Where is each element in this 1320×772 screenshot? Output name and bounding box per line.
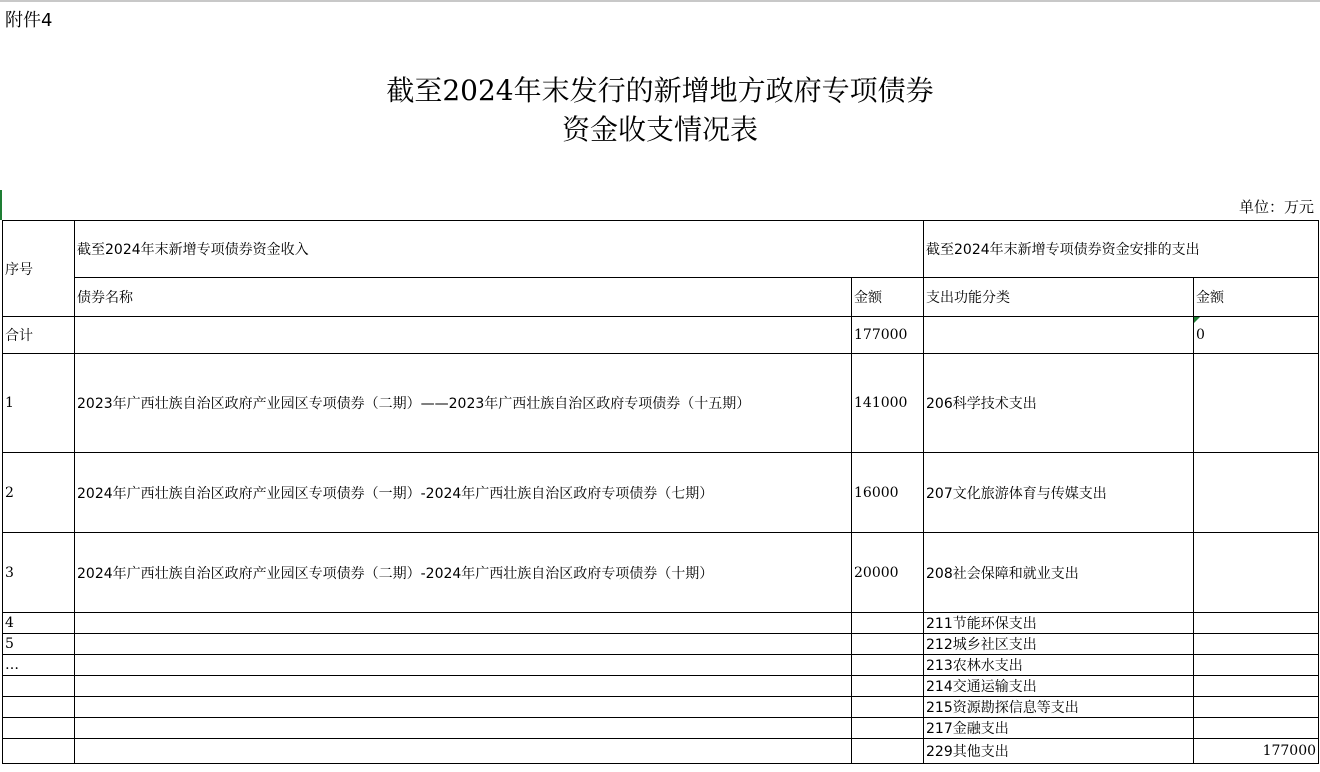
row-bond-name[interactable] — [75, 676, 852, 697]
row-bond-name[interactable] — [75, 718, 852, 739]
total-expense-category-cell[interactable] — [924, 317, 1194, 354]
row-expense-category[interactable]: 211节能环保支出 — [924, 613, 1194, 634]
row-seq[interactable]: 1 — [3, 354, 75, 453]
unit-label: 单位：万元 — [1238, 198, 1314, 216]
row-seq[interactable]: 4 — [3, 613, 75, 634]
row-seq[interactable] — [3, 718, 75, 739]
table-row — [3, 453, 1319, 533]
row-bond-name[interactable] — [75, 634, 852, 655]
row-seq[interactable]: 5 — [3, 634, 75, 655]
header-income-group[interactable]: 截至2024年末新增专项债券资金收入 — [75, 221, 924, 278]
header-expense-group[interactable]: 截至2024年末新增专项债券资金安排的支出 — [924, 221, 1319, 278]
row-expense-category[interactable]: 215资源勘探信息等支出 — [924, 697, 1194, 718]
page-title-line2: 资金收支情况表 — [561, 113, 758, 146]
row-expense-category[interactable]: 207文化旅游体育与传媒支出 — [924, 453, 1194, 533]
row-expense-category[interactable]: 213农林水支出 — [924, 655, 1194, 676]
row-expense-amount[interactable] — [1194, 676, 1319, 697]
total-bond-name-cell[interactable] — [75, 317, 852, 354]
row-income-amount[interactable] — [852, 613, 924, 634]
row-income-amount[interactable] — [852, 697, 924, 718]
row-expense-category[interactable]: 206科学技术支出 — [924, 354, 1194, 453]
row-expense-category[interactable]: 217金融支出 — [924, 718, 1194, 739]
total-label[interactable]: 合计 — [3, 317, 75, 354]
row-income-amount[interactable]: 16000 — [852, 453, 924, 533]
row-seq[interactable] — [3, 739, 75, 764]
row-income-amount[interactable] — [852, 655, 924, 676]
row-expense-amount[interactable] — [1194, 453, 1319, 533]
row-expense-category[interactable]: 229其他支出 — [924, 739, 1194, 764]
row-expense-amount[interactable] — [1194, 655, 1319, 676]
row-bond-name[interactable] — [75, 613, 852, 634]
row-bond-name[interactable]: 2024年广西壮族自治区政府产业园区专项债券（二期）-2024年广西壮族自治区政府专项债券（十期） — [75, 533, 852, 613]
row-income-amount[interactable] — [852, 634, 924, 655]
row-expense-amount[interactable]: 177000 — [1194, 739, 1319, 764]
table-row — [3, 697, 1319, 718]
total-expense-amount[interactable]: 0 — [1194, 317, 1319, 354]
active-cell-marker — [0, 190, 2, 220]
table-header-row-2 — [3, 278, 1319, 317]
row-bond-name[interactable] — [75, 655, 852, 676]
table-row — [3, 655, 1319, 676]
total-income-amount[interactable]: 177000 — [852, 317, 924, 354]
header-expense-category[interactable]: 支出功能分类 — [924, 278, 1194, 317]
attachment-label: 附件4 — [5, 10, 53, 31]
income-expense-table — [2, 220, 1319, 764]
row-seq[interactable]: 3 — [3, 533, 75, 613]
row-expense-amount[interactable] — [1194, 533, 1319, 613]
row-bond-name[interactable] — [75, 697, 852, 718]
table-header-row-1 — [3, 221, 1319, 278]
row-expense-amount[interactable] — [1194, 718, 1319, 739]
page-title-line1: 截至2024年末发行的新增地方政府专项债券 — [386, 74, 934, 107]
table-row — [3, 718, 1319, 739]
row-bond-name[interactable]: 2023年广西壮族自治区政府产业园区专项债券（二期）——2023年广西壮族自治区政府专项债券（十五期） — [75, 354, 852, 453]
row-expense-amount[interactable] — [1194, 354, 1319, 453]
header-bond-name[interactable]: 债券名称 — [75, 278, 852, 317]
row-seq[interactable]: … — [3, 655, 75, 676]
header-seq[interactable]: 序号 — [3, 221, 75, 317]
row-income-amount[interactable]: 141000 — [852, 354, 924, 453]
row-income-amount[interactable] — [852, 676, 924, 697]
row-seq[interactable]: 2 — [3, 453, 75, 533]
header-income-amount[interactable]: 金额 — [852, 278, 924, 317]
table-row — [3, 533, 1319, 613]
row-expense-category[interactable]: 212城乡社区支出 — [924, 634, 1194, 655]
sheet-top-border — [0, 0, 1320, 2]
table-row — [3, 739, 1319, 764]
table-row — [3, 676, 1319, 697]
total-row — [3, 317, 1319, 354]
table-row — [3, 354, 1319, 453]
row-seq[interactable] — [3, 676, 75, 697]
row-expense-category[interactable]: 214交通运输支出 — [924, 676, 1194, 697]
row-expense-amount[interactable] — [1194, 613, 1319, 634]
row-seq[interactable] — [3, 697, 75, 718]
row-expense-amount[interactable] — [1194, 634, 1319, 655]
row-bond-name[interactable]: 2024年广西壮族自治区政府产业园区专项债券（一期）-2024年广西壮族自治区政府专项债券（七期） — [75, 453, 852, 533]
row-expense-category[interactable]: 208社会保障和就业支出 — [924, 533, 1194, 613]
table-row — [3, 634, 1319, 655]
row-income-amount[interactable]: 20000 — [852, 533, 924, 613]
row-expense-amount[interactable] — [1194, 697, 1319, 718]
header-expense-amount[interactable]: 金额 — [1194, 278, 1319, 317]
row-bond-name[interactable] — [75, 739, 852, 764]
row-income-amount[interactable] — [852, 739, 924, 764]
table-row — [3, 613, 1319, 634]
row-income-amount[interactable] — [852, 718, 924, 739]
